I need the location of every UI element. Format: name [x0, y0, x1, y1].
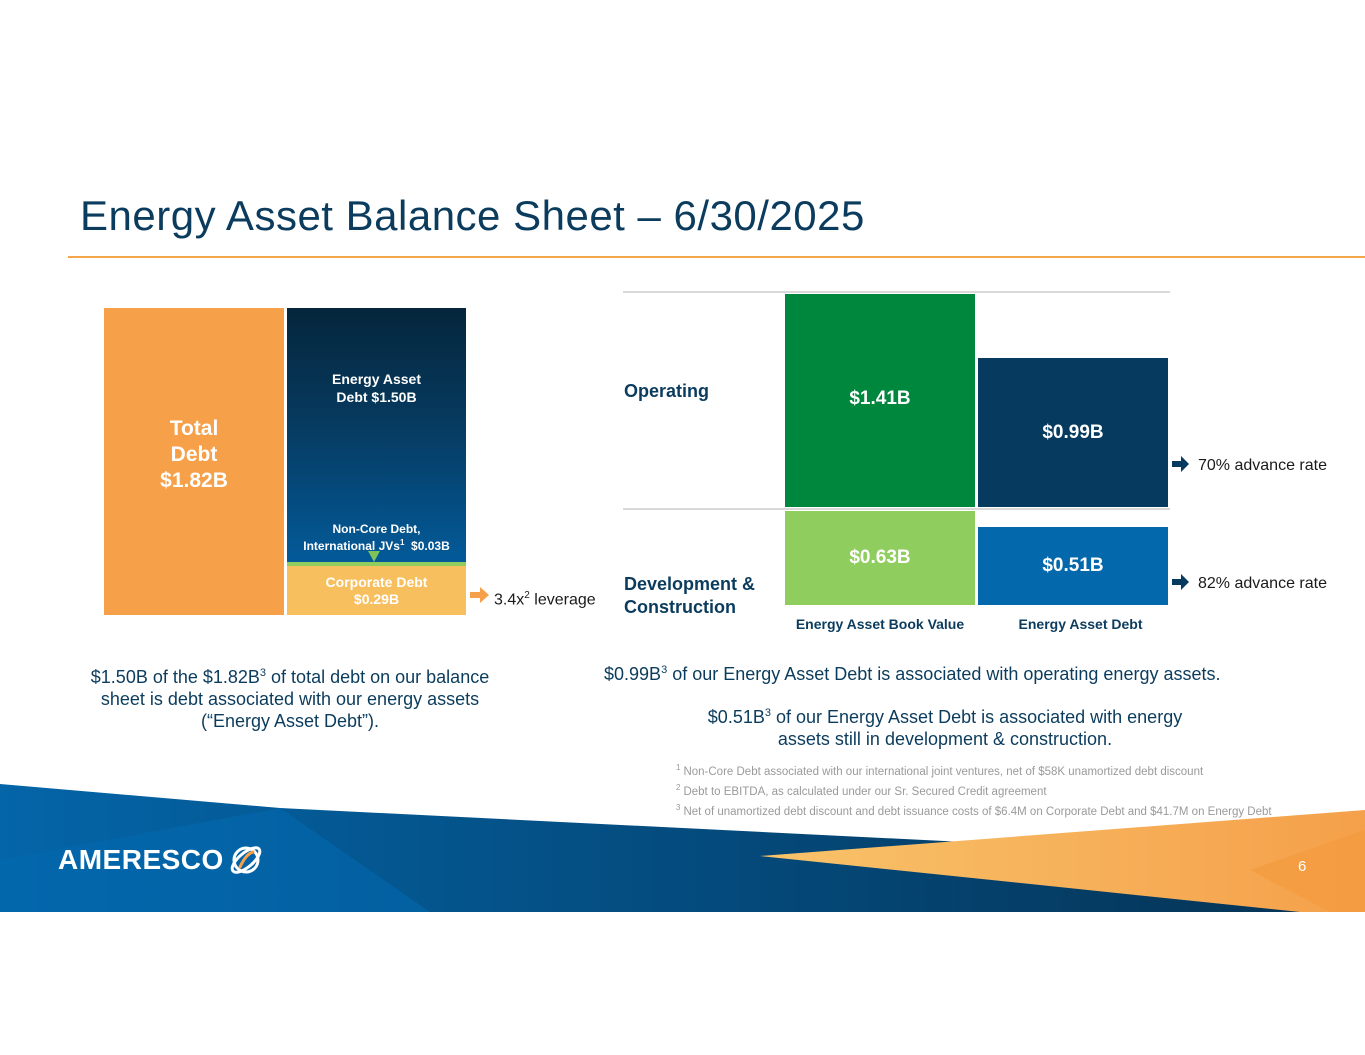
total-debt-bar	[104, 308, 284, 615]
energy-asset-debt-label	[287, 370, 466, 406]
development-advance-rate: 82% advance rate	[1198, 575, 1327, 592]
corporate-debt-value: $0.29B	[353, 591, 400, 607]
corporate-debt-bar	[287, 566, 466, 615]
development-book-value: $0.63B	[849, 547, 911, 568]
footnote-text: Non-Core Debt associated with our international joint ventures, net of $58K unamortized debt discount	[683, 765, 1204, 778]
total-debt-label-line2: Debt	[170, 442, 218, 466]
development-debt-value: $0.51B	[1042, 555, 1104, 576]
footnote-ref-1: 1	[399, 538, 405, 547]
noncore-debt-arrow-icon	[368, 551, 380, 562]
footnote-text: Debt to EBITDA, as calculated under our Sr. Secured Credit agreement	[683, 785, 1047, 798]
leverage-text: leverage	[529, 591, 596, 609]
noncore-debt-label-text: International JVs	[303, 539, 400, 553]
top-divider-line	[623, 291, 1170, 293]
noncore-debt-label-line1: Non-Core Debt,	[332, 522, 421, 536]
development-caption-value: $0.51B	[707, 707, 765, 727]
energy-asset-debt-bar	[287, 308, 466, 562]
corporate-debt-label: Corporate Debt	[325, 574, 428, 590]
energy-asset-debt-label-line1: Energy Asset	[332, 371, 421, 387]
development-advance-arrow-icon	[1172, 579, 1181, 585]
page-number: 6	[1298, 858, 1307, 875]
total-debt-value: $1.82B	[160, 468, 228, 492]
leverage-value: 3.4x	[494, 591, 525, 609]
footnote-text: Net of unamortized debt discount and debt issuance costs of $6.4M on Corporate Debt and $41.7M on Energy Debt	[683, 805, 1272, 818]
operating-advance-arrow-icon	[1172, 461, 1181, 467]
left-caption-part2: of total debt on our balance sheet is debt associated with our energy assets (“Energy Asset Debt”).	[100, 667, 490, 731]
title-divider	[68, 256, 1365, 258]
operating-caption	[604, 664, 1221, 685]
development-row-label-line2: Construction	[624, 597, 736, 617]
operating-debt-value: $0.99B	[1042, 421, 1104, 443]
development-book-value-box	[785, 511, 975, 605]
book-value-column-label: Energy Asset Book Value	[795, 616, 965, 632]
total-debt-label-line1: Total	[169, 416, 219, 440]
development-caption-text: of our Energy Asset Debt is associated with energy assets still in development & construction.	[770, 707, 1183, 749]
footnote-number: 3	[676, 802, 681, 812]
development-row-label-line1: Development &	[624, 574, 756, 594]
middle-divider-line	[623, 508, 1170, 510]
page-title: Energy Asset Balance Sheet – 6/30/2025	[80, 192, 865, 239]
footnote-number: 1	[676, 763, 681, 772]
operating-caption-value: $0.99B	[604, 664, 662, 684]
noncore-debt-label	[287, 522, 466, 553]
operating-advance-rate: 70% advance rate	[1198, 457, 1327, 474]
footnote-ref-3: 3	[661, 664, 668, 676]
left-caption-part1: $1.50B of the $1.82B	[90, 667, 260, 687]
footnote-ref-2: 2	[524, 590, 530, 601]
footnote-ref-3: 3	[259, 667, 267, 679]
debt-column-label: Energy Asset Debt	[1018, 616, 1143, 632]
company-logo	[58, 840, 266, 880]
left-caption	[90, 662, 490, 732]
development-caption	[690, 702, 1200, 750]
leverage-arrow-icon	[470, 592, 480, 598]
operating-book-value: $1.41B	[849, 387, 911, 409]
energy-asset-debt-label-line2: Debt $1.50B	[336, 389, 417, 405]
operating-caption-text: of our Energy Asset Debt is associated with operating energy assets.	[667, 664, 1221, 684]
ameresco-globe-icon	[226, 840, 266, 880]
footnote-ref-3: 3	[764, 707, 771, 719]
logo-wordmark: AMERESCO	[58, 844, 224, 875]
footnote-number: 2	[676, 782, 681, 792]
development-row-label	[624, 573, 755, 619]
operating-debt-box	[978, 358, 1168, 507]
leverage-label	[494, 590, 596, 609]
operating-book-value-box	[785, 294, 975, 507]
development-debt-box	[978, 527, 1168, 605]
operating-row-label: Operating	[624, 381, 710, 401]
noncore-debt-value: $0.03B	[404, 539, 450, 553]
